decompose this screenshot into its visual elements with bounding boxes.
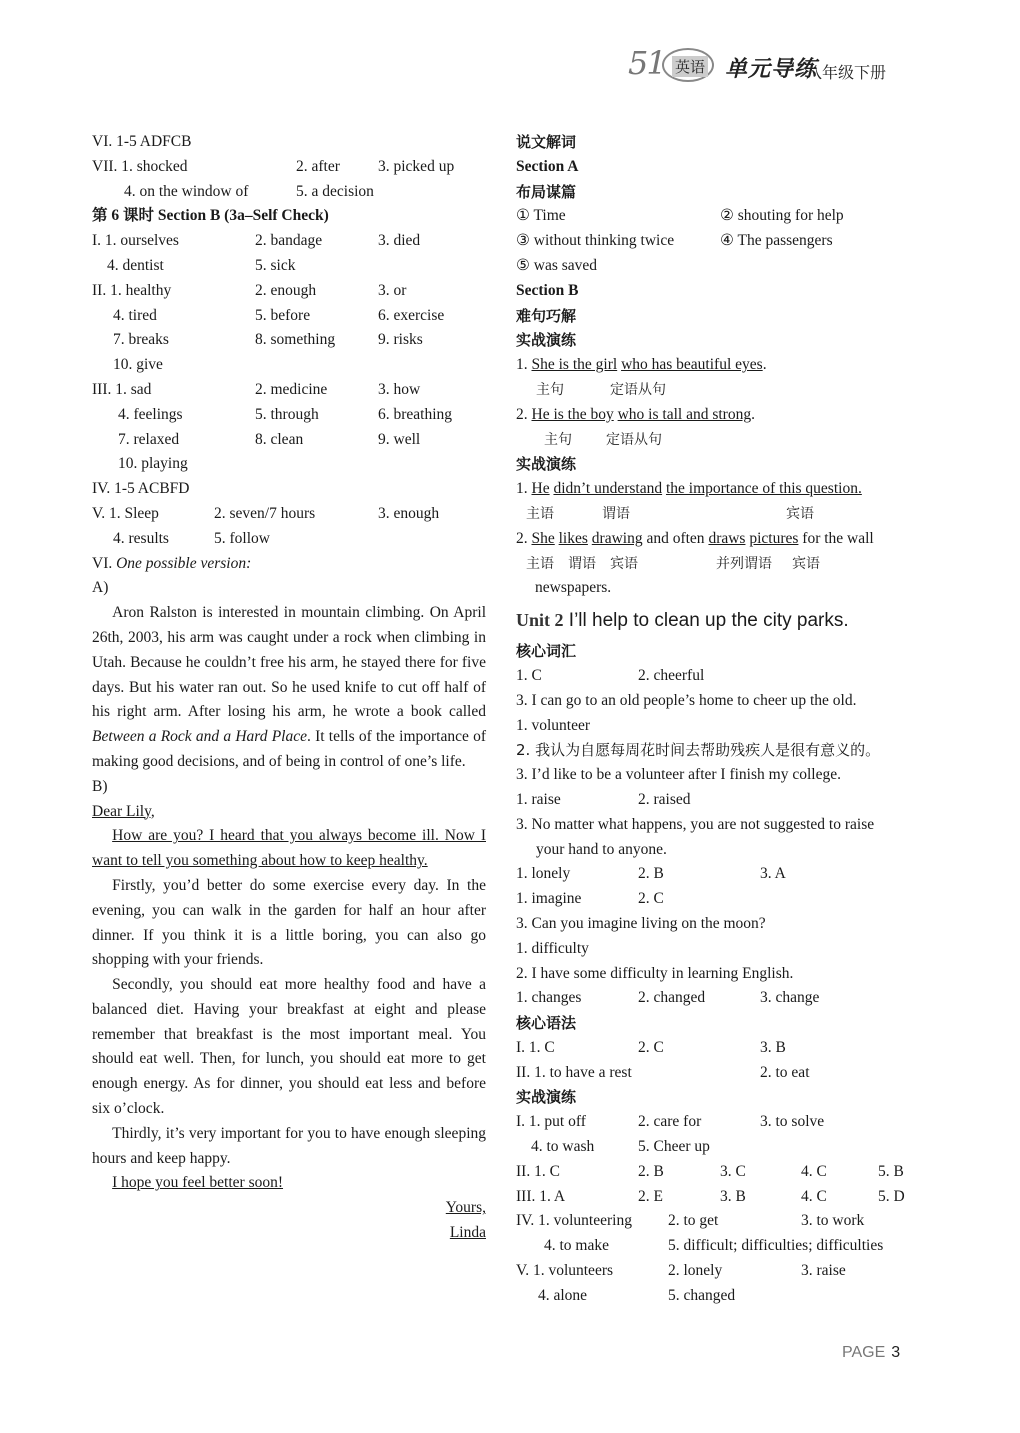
answer-line: III. 1. A 2. E 3. B 4. C 5. D xyxy=(516,1187,905,1205)
section-heading: 第 6 课时 Section B (3a–Self Check) xyxy=(92,207,329,225)
answer-line: 2. I have some difficulty in learning English. xyxy=(516,964,794,982)
answer-line: 1. raise 2. raised xyxy=(516,790,691,808)
sentence-labels: 主句 定语从句 xyxy=(536,381,666,398)
answer-line: II. 1. healthy 2. enough 3. or xyxy=(92,281,407,299)
answer-line: A) xyxy=(92,579,109,597)
answer-line: ① Time ② shouting for help xyxy=(516,207,844,225)
sentence-labels: 主句 定语从句 xyxy=(544,431,662,448)
answer-line: V. 1. volunteers 2. lonely 3. raise xyxy=(516,1262,846,1280)
answer-line: 1. imagine 2. C xyxy=(516,890,664,908)
letter-paragraph: Firstly, you’d better do some exercise every day. In the evening, you can walk in the garden for half an hour after dinner. If you think it is a little boring, you can also go shopping with your friends. xyxy=(92,876,486,969)
section-heading: 难句巧解 xyxy=(516,306,577,325)
answer-line: ③ without thinking twice ④ The passengers xyxy=(516,232,833,250)
page-header xyxy=(628,44,928,88)
unit-title: Unit 2 I’ll help to clean up the city parks. xyxy=(516,610,849,632)
essay-a: Aron Ralston is interested in mountain climbing. On April 26th, 2003, his arm was caught under a rock when climbing in Utah. Because he couldn’t free his arm, he stayed there for five days. But his water ran out. So he used knife to cut off half of his right arm. After losing his arm, he wrote a book called Between a Rock and a Hard Place. It tells of the importance of making good decisions, and of being in control of one’s life. xyxy=(92,604,486,770)
section-heading: 实战演练 xyxy=(516,1088,577,1107)
answer-line: 1. lonely 2. B 3. A xyxy=(516,865,786,883)
sentence-continuation: newspapers. xyxy=(535,579,612,597)
letter-greeting: Dear Lily, xyxy=(92,802,155,820)
answer-line: 4. to make 5. difficult; difficulties; difficulties xyxy=(544,1237,884,1255)
answer-line: 4. alone 5. changed xyxy=(538,1286,736,1304)
answer-line: 1. C 2. cheerful xyxy=(516,666,705,684)
answer-line: your hand to anyone. xyxy=(536,840,667,858)
answer-line: 1. volunteer xyxy=(516,716,591,734)
section-heading: 实战演练 xyxy=(516,455,577,474)
answer-line: II. 1. C 2. B 3. C 4. C 5. B xyxy=(516,1162,904,1180)
answer-line: 4. results 5. follow xyxy=(113,529,270,547)
answer-line: I. 1. C 2. C 3. B xyxy=(516,1038,786,1056)
answer-line: VI. One possible version: xyxy=(92,554,252,572)
section-heading: 布局谋篇 xyxy=(516,182,577,201)
section-heading: 说文解词 xyxy=(516,133,577,151)
letter-paragraph: Secondly, you should eat more healthy food and have a balanced diet. Having your breakfast at eight and please remember that breakfast is the most important meal. You should eat well. Then, for lunch, you should eat more to get enough energy. As for dinner, you should eat less and before six o’clock. xyxy=(92,976,486,1118)
answer-line: I. 1. put off 2. care for 3. to solve xyxy=(516,1113,825,1131)
answer-line: 4. to wash 5. Cheer up xyxy=(531,1138,710,1156)
answer-line: 10. give xyxy=(113,356,163,374)
answer-line: IV. 1-5 ACBFD xyxy=(92,480,190,498)
answer-line: VI. 1-5 ADFCB xyxy=(92,133,192,150)
answer-line: 7. relaxed 8. clean 9. well xyxy=(118,430,421,448)
right-column xyxy=(516,130,916,1309)
letter-signoff: Yours, xyxy=(445,1199,486,1217)
answer-line: 1. difficulty xyxy=(516,939,589,957)
letter-paragraph: How are you? I heard that you always become ill. Now I want to tell you something about how to keep healthy. xyxy=(92,827,486,870)
section-heading: Section A xyxy=(516,157,579,175)
answer-line: V. 1. Sleep 2. seven/7 hours 3. enough xyxy=(92,504,440,522)
answer-line: 4. dentist 5. sick xyxy=(107,256,296,274)
sentence-labels: 主语 谓语 宾语 并列谓语 宾语 xyxy=(526,555,820,572)
answer-line: 4. on the window of 5. a decision xyxy=(124,182,374,200)
logo-number: 51 xyxy=(628,44,665,82)
answer-line: IV. 1. volunteering 2. to get 3. to work xyxy=(516,1212,865,1230)
section-heading: Section B xyxy=(516,281,579,299)
grade-label: 八年级下册 xyxy=(806,63,887,82)
answer-line: 3. I’d like to be a volunteer after I finish my college. xyxy=(516,766,841,784)
answer-line: 7. breaks 8. something 9. risks xyxy=(113,331,423,349)
answer-line: VII. 1. shocked 2. after 3. picked up xyxy=(92,157,455,175)
answer-line: B) xyxy=(92,777,108,795)
answer-line: 1. changes 2. changed 3. change xyxy=(516,989,820,1007)
answer-line: 10. playing xyxy=(118,455,188,473)
section-heading: 实战演练 xyxy=(516,331,577,350)
answer-line: 3. No matter what happens, you are not suggested to raise xyxy=(516,815,875,833)
logo-subject: 英语 xyxy=(672,56,708,77)
sentence-analysis: 1. He didn’t understand the importance of this question. xyxy=(516,480,862,498)
answer-line: 4. feelings 5. through 6. breathing xyxy=(118,405,453,423)
section-heading: 核心语法 xyxy=(516,1014,577,1033)
answer-line: 3. Can you imagine living on the moon? xyxy=(516,914,766,932)
answer-line: ⑤ was saved xyxy=(516,256,598,274)
answer-line: 2. 我认为自愿每周花时间去帮助残疾人是很有意义的。 xyxy=(516,741,881,760)
answer-line: I. 1. ourselves 2. bandage 3. died xyxy=(92,232,421,250)
answer-line: 4. tired 5. before 6. exercise xyxy=(113,306,445,324)
logo-series: 单元导练 xyxy=(725,56,818,82)
sentence-labels: 主语 谓语 宾语 xyxy=(526,505,814,522)
letter-paragraph: Thirdly, it’s very important for you to have enough sleeping hours and keep happy. xyxy=(92,1124,486,1167)
sentence-analysis: 2. He is the boy who is tall and strong. xyxy=(516,405,755,423)
left-column xyxy=(92,130,486,1246)
section-heading: 核心词汇 xyxy=(516,642,577,661)
answer-line: 3. I can go to an old people’s home to cheer up the old. xyxy=(516,691,857,709)
page-number: PAGE 3 xyxy=(842,1344,901,1361)
letter-signature: Linda xyxy=(449,1224,486,1242)
answer-line: II. 1. to have a rest 2. to eat xyxy=(516,1063,810,1081)
letter-closing: I hope you feel better soon! xyxy=(112,1174,284,1192)
sentence-analysis: 1. She is the girl who has beautiful eyes. xyxy=(516,356,767,374)
sentence-analysis: 2. She likes drawing and often draws pictures for the wall xyxy=(516,529,874,547)
answer-line: III. 1. sad 2. medicine 3. how xyxy=(92,380,421,398)
